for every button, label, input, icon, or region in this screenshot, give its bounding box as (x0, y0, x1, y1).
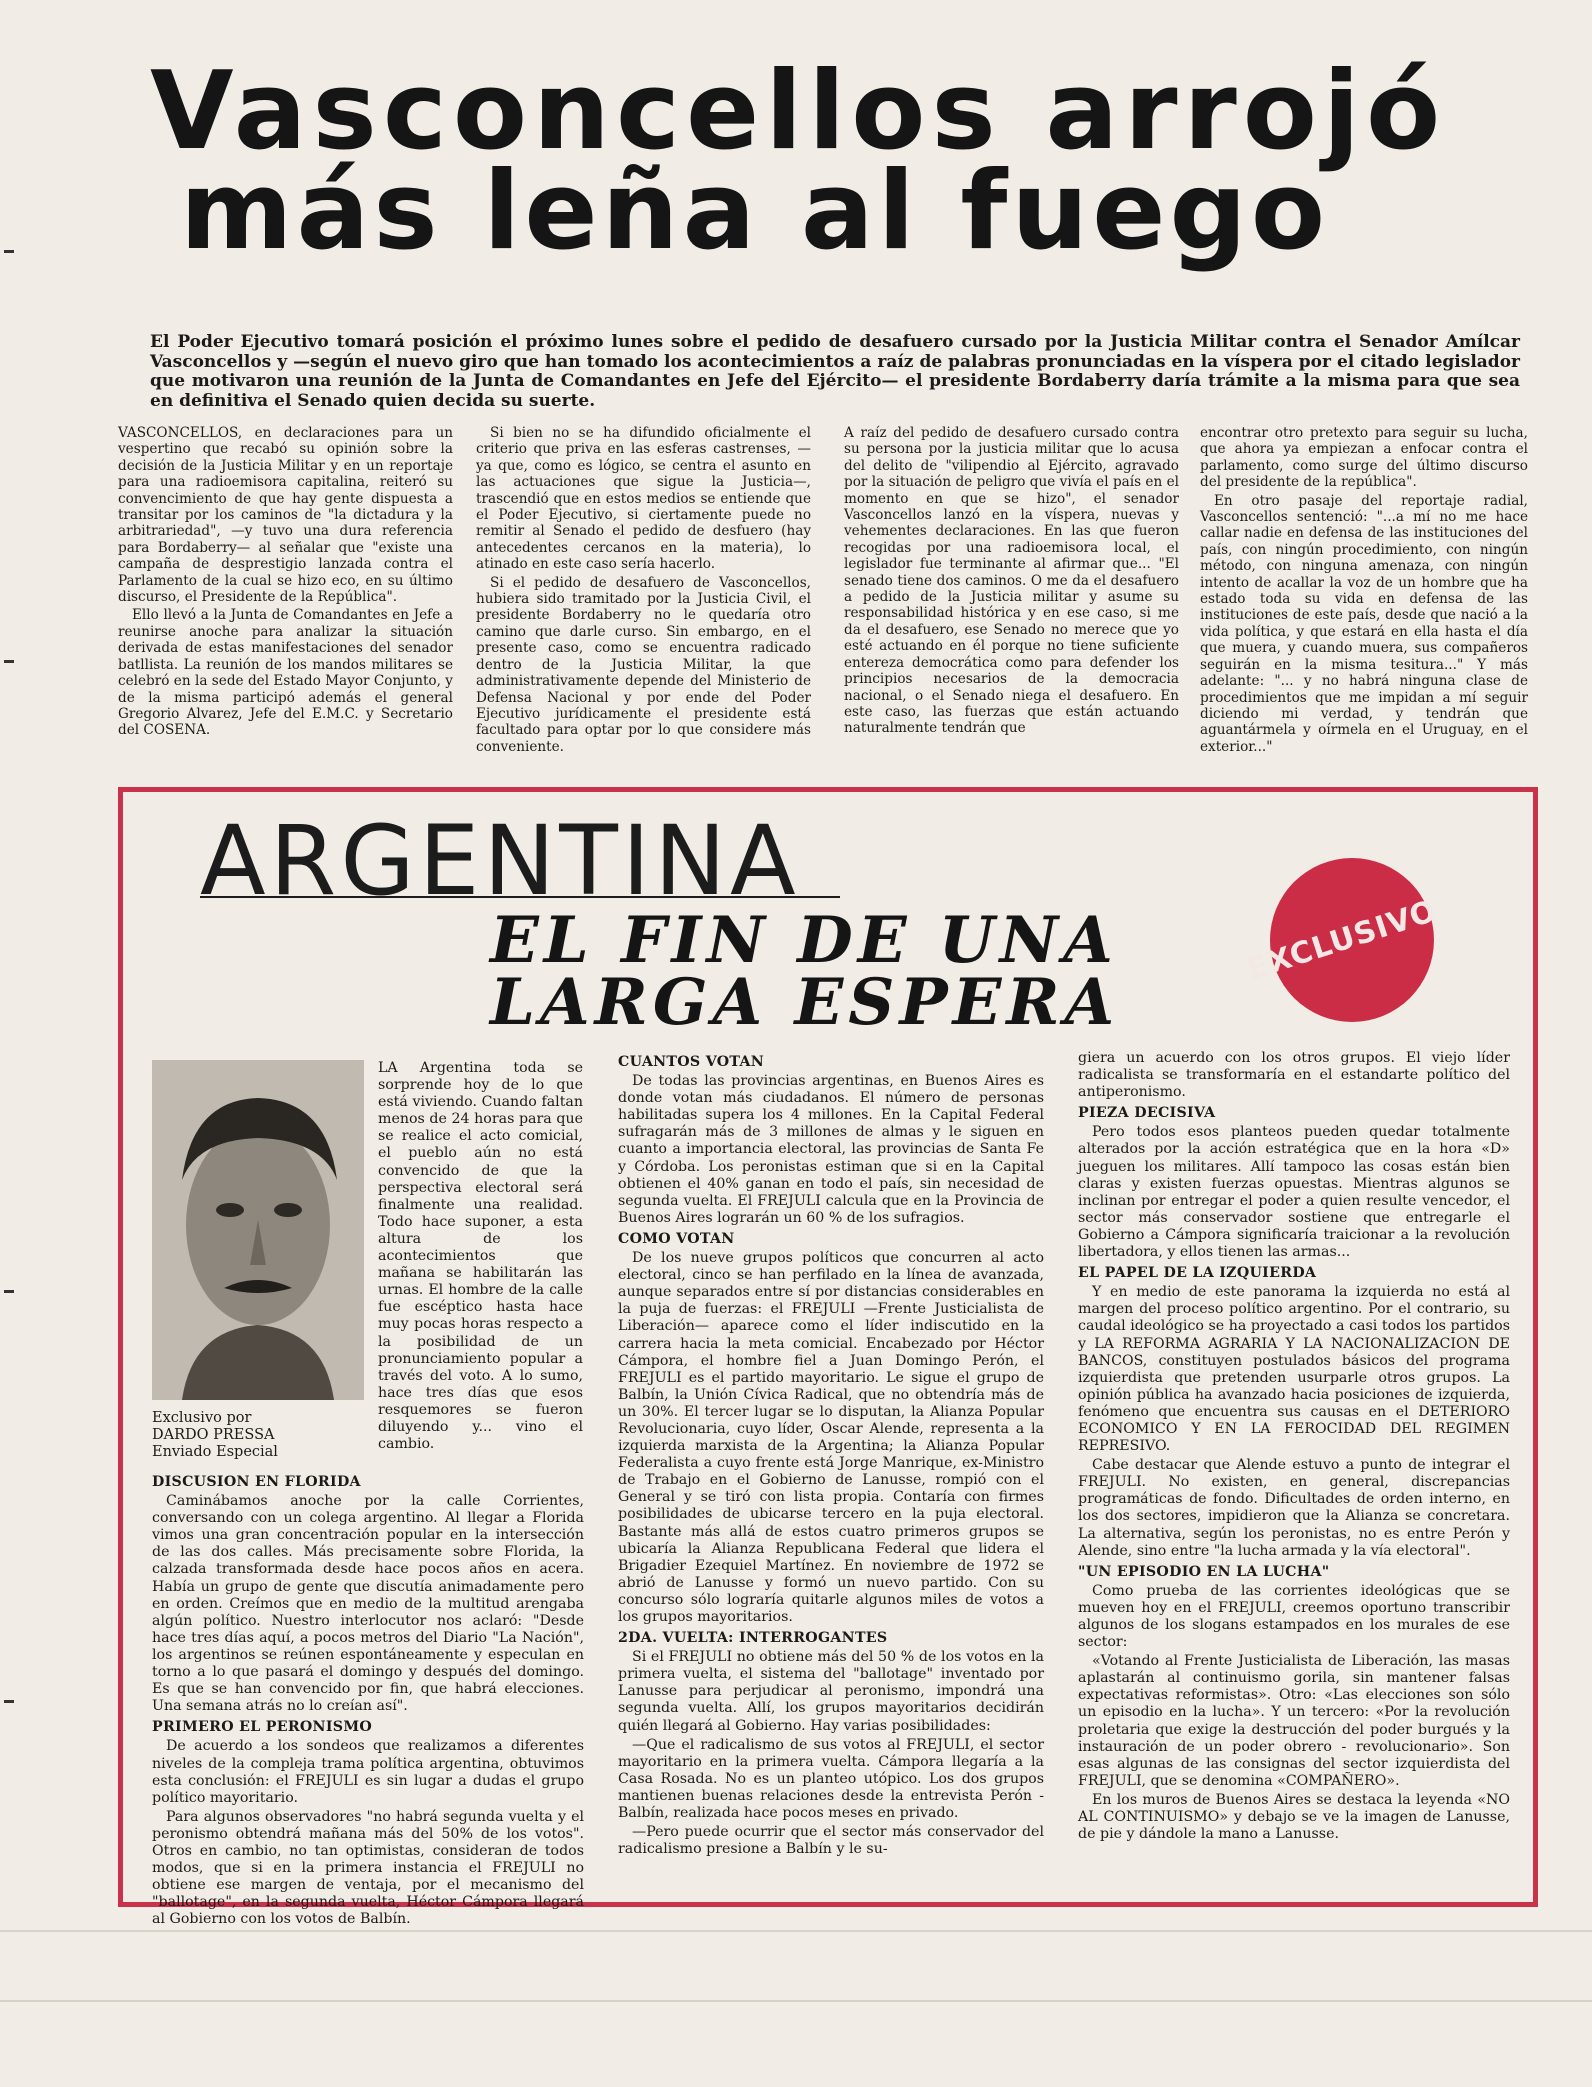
subtitle-line-1: EL FIN DE UNA (490, 903, 1118, 978)
top-column-3 (844, 425, 1179, 770)
margin-mark (4, 1700, 14, 1703)
top-article-columns (118, 425, 1528, 785)
paragraph: Ello llevó a la Junta de Comandantes en Jefe a reunirse anoche para analizar la situación derivada de estas manifestaciones del senador batllista. La reunión de los mandos militares se celebró en la sede del Estado Mayor Conjunto, y de la misma participó además el general Gregorio Alvarez, Jefe del E.M.C. y Secretario del COSENA. (118, 607, 453, 739)
margin-mark (4, 1290, 14, 1293)
margin-mark (4, 250, 14, 253)
paragraph: Caminábamos anoche por la calle Corrientes, conversando con un colega argentino. Al llegar a Florida vimos una gran concentración popular en la intersección de las dos calles. Más precisamente sobre Florida, la calzada transformada desde hace pocos años en acera. Había un grupo de gente que discutía animadamente pero en orden. Creímos que en medio de la multitud arengaba algún político. Nuestro interlocutor nos aclaró: "Desde hace tres días aquí, a pocos metros del Diario "La Nación", los argentinos se reúnen espontáneamente y especulan en torno a lo que pasará el domingo y después del domingo. Es que se han convencido por fin, que habrá elecciones. Una semana atrás no lo creían así". (152, 1493, 584, 1715)
paragraph: De acuerdo a los sondeos que realizamos a diferentes niveles de la compleja trama política argentina, obtuvimos esta conclusión: el FREJULI es sin lugar a dudas el grupo político mayoritario. (152, 1738, 584, 1806)
paragraph: VASCONCELLOS, en declaraciones para un vespertino que recabó su opinión sobre la decisión de la Justicia Militar y en un reportaje para una radioemisora capitalina, reiteró su convencimiento de que hay gente dispuesta a transitar por los caminos de "la dictadura y la arbitrariedad", —y tuvo una dura referencia para Bordaberry— al señalar que "existe una campaña de desprestigio lanzada contra el Parlamento de la cual se hizo eco, en su último discurso, el Presidente de la República". (118, 425, 453, 606)
paragraph: Si bien no se ha difundido oficialmente el criterio que priva en las esferas castrenses, —ya que, como es lógico, se centra el asunto en las actuaciones que sigue la Justicia—, trascendió que en estos medios se entiende que el Poder Ejecutivo, si ciertamente puede no remitir al Senado el pedido de desfuero (hay antecedentes cercanos en la materia), lo atinado en este caso sería hacerlo. (476, 425, 811, 573)
headline-line-2: más leña al fuego (180, 149, 1330, 274)
top-column-4 (1200, 425, 1528, 785)
section-heading: CUANTOS VOTAN (618, 1054, 765, 1070)
lead-text: El Poder Ejecutivo tomará posición el próximo lunes sobre el pedido de desafuero cursado por la Justicia Militar contra el Senador Amílcar Vasconcellos y —según el nuevo giro que han tomado los acontecimientos a raíz de palabras pronunciadas en la víspera por el citado legislador que motivaron una reunión de la Junta de Comandantes en Jefe del Ejército— el presidente Bordaberry daría trámite a la misma para que sea en definitiva el Senado quien decida su suerte. (150, 332, 1520, 411)
paragraph: encontrar otro pretexto para seguir su lucha, que ahora ya empiezan a enfocar contra el parlamento, como surge del último discurso del presidente de la república". (1200, 425, 1528, 491)
section-heading: PIEZA DECISIVA (1078, 1105, 1216, 1122)
argentina-intro (378, 1060, 583, 1465)
top-column-1 (118, 425, 453, 770)
argentina-subtitle (490, 903, 1250, 1040)
section-heading: "UN EPISODIO EN LA LUCHA" (1078, 1563, 1330, 1580)
headline-line-1: Vasconcellos arrojó (150, 49, 1447, 174)
top-column-2 (476, 425, 811, 770)
caption-line: Exclusivo por (152, 1410, 252, 1426)
paragraph: Si el pedido de desafuero de Vasconcellos, hubiera sido tramitado por la Justicia Civil, el presidente Bordaberry no le quedaría otro camino que darle curso. Sin embargo, en el presente caso, como se encuentra radicado dentro de la Justicia Militar, la que administrativamente depende del Ministerio de Defensa Nacional y por ende del Poder Ejecutivo jurídicamente el presidente está facultado para optar por lo que considere más conveniente. (476, 574, 811, 755)
section-heading: PRIMERO EL PERONISMO (152, 1719, 372, 1736)
badge-text: EXCLUSIVO (1243, 893, 1442, 988)
title-rule (200, 895, 840, 899)
paper-fold (0, 2000, 1592, 2002)
subtitle-line-2: LARGA ESPERA (490, 965, 1120, 1040)
paragraph: giera un acuerdo con los otros grupos. El viejo líder radicalista se transformaría en el estandarte político del antiperonismo. (1078, 1050, 1510, 1101)
paragraph: De los nueve grupos políticos que concurren al acto electoral, cinco se han perfilado en la línea de avanzada, aunque separados entre sí por distancias considerables en la puja de fuerzas: el FREJULI —Frente Justicialista de Liberación— aparece como el líder indiscutido en la carrera hacia la meta comicial. Encabezado por Héctor Cámpora, el hombre fiel a Juan Domingo Perón, el FREJULI es el partido mayoritario. Le sigue el grupo de Balbín, la Unión Cívica Radical, que no obtendría más de un 30%. El tercer lugar se lo disputan, la Alianza Popular Revolucionaria, cuyo líder, Oscar Alende, representa a la izquierda marxista de la Argentina; la Alianza Popular Federalista a cuyo frente está Jorge Manrique, ex-Ministro de Trabajo en el Gobierno de Lanusse, rompió con el General y se tiró con lista propia. Contaría con firmes posibilidades de ubicarse tercero en la puja electoral. Bastante más allá de estos cuatro primeros grupos se ubicaría la Alianza Republicana Federal que lidera el Brigadier Ezequiel Martínez. En noviembre de 1972 se abrió de Lanusse y formó un nuevo partido. Con su concurso sólo lograría quitarle algunos miles de votos a los grupos mayoritarios. (618, 1250, 1044, 1625)
paragraph: Cabe destacar que Alende estuvo a punto de integrar el FREJULI. No existen, en general, discrepancias programáticas de fondo. Dificultades de orden interno, en los dos sectores, impidieron que la Alianza se concretara. La alternativa, según los peronistas, no es entre Perón y Alende, sino entre "la lucha armada y la vía electoral". (1078, 1457, 1510, 1559)
argentina-title: ARGENTINA (200, 805, 800, 917)
paragraph: Para algunos observadores "no habrá segunda vuelta y el peronismo obtendrá mañana más del 50% de los votos". Otros en cambio, no tan optimistas, consideran de todos modos, que si en la primera instancia el FREJULI no obtiene ese margen de ventaja, por el mecanismo del "ballotage", en la segunda vuelta, Héctor Cámpora llegará al Gobierno con los votos de Balbín. (152, 1808, 584, 1928)
argentina-column-1 (152, 1470, 584, 1928)
section-heading: EL PAPEL DE LA IZQUIERDA (1078, 1265, 1317, 1282)
argentina-column-3 (1078, 1050, 1510, 1895)
paragraph: Como prueba de las corrientes ideológicas que se mueven hoy en el FREJULI, creemos oportuno transcribir algunos de los slogans estampados en los murales de ese sector: (1078, 1582, 1510, 1651)
section-heading: 2DA. VUELTA: INTERROGANTES (618, 1630, 888, 1647)
paragraph: —Pero puede ocurrir que el sector más conservador del radicalismo presione a Balbín y le su- (618, 1824, 1044, 1858)
paragraph: En otro pasaje del reportaje radial, Vasconcellos sentenció: "...a mí no me hace callar nadie en defensa de las instituciones del país, con ningún procedimiento, con ningún método, con ninguna amenaza, con ningún intento de acallar la voz de un hombre que ha estado toda su vida en defensa de las instituciones de este país, desde que nació a la vida política, y que estará en ella hasta el día que muera, y cuando muera, sus compañeros seguirán en la misma tesitura..." Y más adelante: "... y no habrá ninguna clase de procedimientos que me impidan a mí seguir diciendo mi verdad, y tendrán que aguantármela y oírmela en el Uruguay, en el exterior..." (1200, 492, 1528, 755)
paragraph: LA Argentina toda se sorprende hoy de lo que está viviendo. Cuando faltan menos de 24 horas para que se realice el acto comicial, el pueblo aún no está convencido de que la perspectiva electoral será finalmente una realidad. Todo hace suponer, a esta altura de los acontecimientos que mañana se habilitarán las urnas. El hombre de la calle fue escéptico hasta hace muy pocas horas respecto a la posibilidad de un pronunciamiento popular a través del voto. A lo sumo, hace tres días que esos resquemores se fueron diluyendo y... vino el cambio. (378, 1060, 583, 1453)
paragraph: De todas las provincias argentinas, en Buenos Aires es donde votan más ciudadanos. El número de personas habilitadas supera los 4 millones. En la Capital Federal sufragarán más de 3 millones de almas y le siguen en cuanto a importancia electoral, las provincias de Santa Fe y Córdoba. Los peronistas estiman que si en la Capital obtienen el 40% ganan en todo el país, sin necesidad de segunda vuelta. El FREJULI calcula que en la Provincia de Buenos Aires lograrán un 60 % de los sufragios. (618, 1073, 1044, 1226)
section-heading: DISCUSION EN FLORIDA (152, 1474, 361, 1490)
caption-line: DARDO PRESSA (152, 1427, 275, 1443)
paragraph: —Que el radicalismo de sus votos al FREJULI, el sector mayoritario en la primera vuelta. Cámpora llegaría a la Casa Rosada. No es un planteo utópico. Los dos grupos mantienen buenas relaciones desde la entrevista Perón - Balbín, realizada hace pocos meses en privado. (618, 1736, 1044, 1822)
exclusivo-badge (1242, 840, 1442, 1040)
paragraph: «Votando al Frente Justicialista de Liberación, las masas aplastarán al continuismo gorila, sin mantener falsas expectativas reformistas». Otro: «Las elecciones son sólo un episodio en la lucha». Y un tercero: «Por la revolución proletaria que exige la destrucción del poder burgués y la instauración de un poder obrero - revolucionario». Son esas algunas de las consignas del sector izquierdista del FREJULI, que se denomina «COMPAÑERO». (1078, 1653, 1510, 1789)
paragraph: A raíz del pedido de desafuero cursado contra su persona por la justicia militar que lo acusa del delito de "vilipendio al Ejército, agravado por la situación de peligro que vivía el país en el momento en que se hizo", el senador Vasconcellos lanzó en la víspera, nuevas y vehementes declaraciones. En las que fueron recogidas por una radioemisora local, el legislador fue terminante al afirmar que... "El senado tiene dos caminos. O me da el desafuero a pedido de la Justicia militar y asume su responsabilidad histórica y en ese caso, si me da el desafuero, ese Senado no merece que yo esté actuando en él porque no tiene suficiente entereza democrática como para defender los principios necesarios de la democracia nacional, o el Senado niega el desafuero. En este caso, las fuerzas que están actuando naturalmente tendrán que (844, 425, 1179, 737)
paragraph: Si el FREJULI no obtiene más del 50 % de los votos en la primera vuelta, el sistema del "ballotage" inventado por Lanusse para perjudicar al peronismo, impondrá una segunda vuelta. Allí, los grupos mayoritarios decidirán quién llegará al Gobierno. Hay varias posibilidades: (618, 1649, 1044, 1734)
main-headline (150, 49, 1530, 274)
caption-line: Enviado Especial (152, 1444, 278, 1460)
paragraph: Pero todos esos planteos pueden quedar totalmente alterados por la acción estratégica que en la hora «D» jueguen los militares. Allí tampoco las cosas están bien claras y existen fuerzas opuestas. Mientras algunos se inclinan por entregar el poder a quien resulte vencedor, el sector más conservador sostiene que entregarle el Gobierno a Cámpora significaría traicionar a la revolución libertadora, y ellos tienen las armas... (1078, 1124, 1510, 1261)
reporter-photo (152, 1060, 364, 1400)
paragraph: Y en medio de este panorama la izquierda no está al margen del proceso político argentino. Por el contrario, su caudal ideológico se ha proyectado a casi todos los partidos y LA REFORMA AGRARIA Y LA NACIONALIZACION DE BANCOS, constituyen postulados básicos del programa izquierdista que pretenden usurparle otros grupos. La opinión pública ha avanzado hacia posiciones de izquierda, fenómeno que encuentra sus causas en el DETERIORO ECONOMICO Y EN LA FEROCIDAD DEL REGIMEN REPRESIVO. (1078, 1284, 1510, 1455)
margin-mark (4, 660, 14, 663)
argentina-column-2 (618, 1050, 1044, 1895)
paper-fold (0, 1930, 1592, 1932)
lead-paragraph (150, 333, 1520, 411)
section-heading: COMO VOTAN (618, 1230, 735, 1247)
paragraph: En los muros de Buenos Aires se destaca la leyenda «NO AL CONTINUISMO» y debajo se ve la imagen de Lanusse, de pie y dándole la mano a Lanusse. (1078, 1791, 1510, 1843)
photo-caption (152, 1410, 278, 1461)
